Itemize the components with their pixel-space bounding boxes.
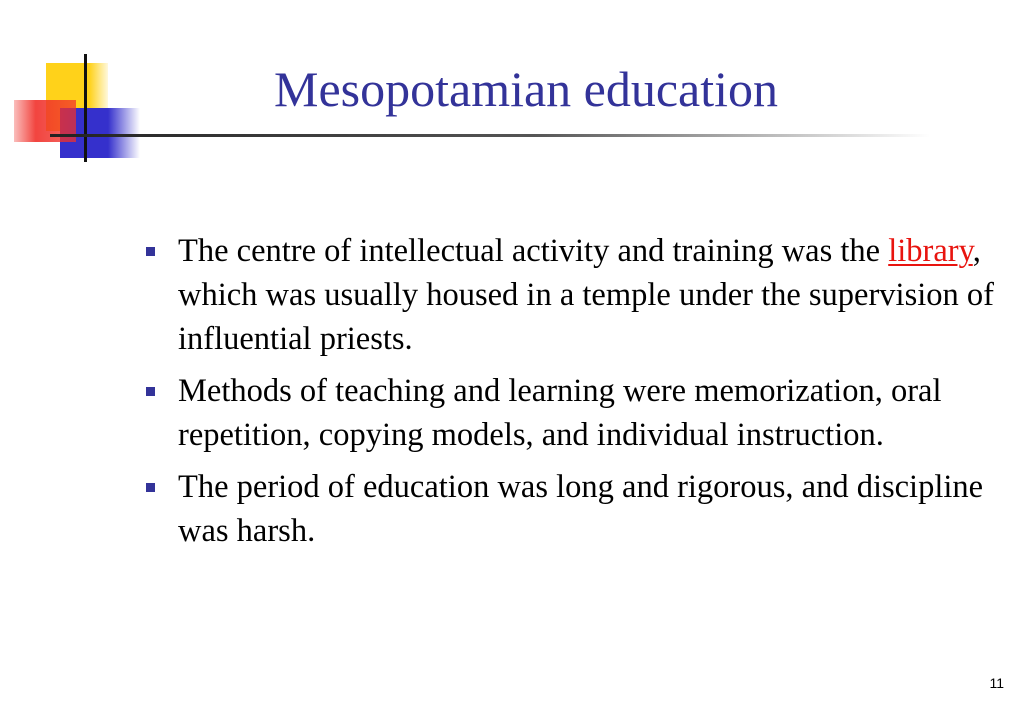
bullet-text: , which was usually housed in a temple under the supervision of influential priests.	[178, 233, 994, 357]
square-bullet-icon	[146, 483, 155, 492]
deco-vertical-rule	[84, 54, 87, 162]
bullet-text: The period of education was long and rigorous, and discipline was harsh.	[178, 469, 984, 549]
library-link[interactable]: library	[888, 233, 973, 269]
deco-horizontal-rule	[50, 134, 930, 137]
bullet-item	[140, 369, 1000, 457]
bullet-list	[140, 229, 1000, 561]
square-bullet-icon	[146, 387, 155, 396]
square-bullet-icon	[146, 247, 155, 256]
bullet-text: Methods of teaching and learning were memorization, oral repetition, copying models, and individual instruction.	[178, 373, 942, 453]
page-title: Mesopotamian education	[274, 61, 779, 117]
bullet-item	[140, 229, 1000, 361]
bullet-text: The centre of intellectual activity and training was the	[178, 233, 889, 269]
page-number: 11	[989, 675, 1004, 691]
bullet-item	[140, 465, 1000, 553]
